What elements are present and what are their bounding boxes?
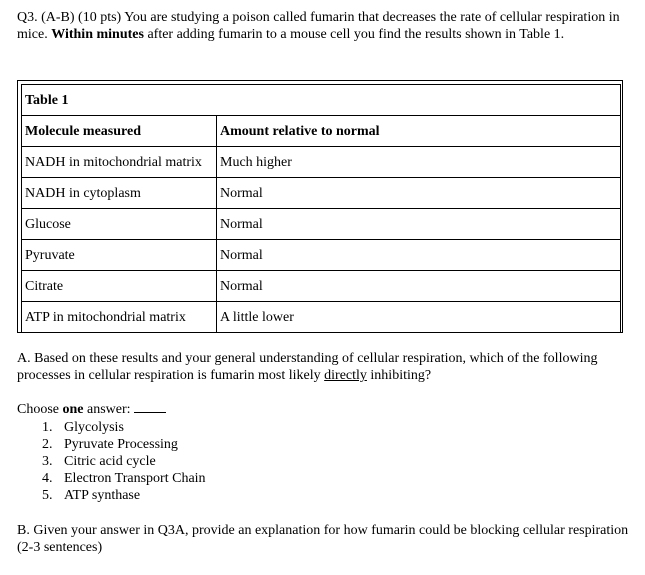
table-header-row: [22, 116, 621, 147]
option-label: ATP synthase: [64, 488, 141, 503]
part-a-question: [17, 350, 637, 384]
table-title: Table 1: [22, 85, 621, 116]
choose-bold: one: [62, 402, 84, 417]
answer-option[interactable]: [42, 419, 206, 436]
choose-prefix: Choose: [17, 402, 63, 417]
answer-option[interactable]: [42, 487, 206, 504]
answer-blank[interactable]: [134, 402, 166, 413]
answer-option[interactable]: [42, 436, 206, 453]
amount-cell: Normal: [217, 240, 621, 271]
choose-suffix: answer:: [83, 402, 131, 417]
option-number: 4.: [42, 471, 53, 486]
amount-cell: Normal: [217, 209, 621, 240]
question-suffix: after adding fumarin to a mouse cell you find the results shown in Table 1.: [143, 27, 565, 42]
answer-options: [42, 419, 206, 504]
choose-instruction: [17, 401, 166, 418]
table-title-row: [22, 85, 621, 116]
table-row: [22, 240, 621, 271]
option-label: Pyruvate Processing: [64, 437, 178, 452]
option-number: 1.: [42, 420, 53, 435]
question-emphasis: Within minutes: [51, 27, 144, 42]
table-row: [22, 178, 621, 209]
option-label: Citric acid cycle: [64, 454, 156, 469]
molecule-cell: NADH in cytoplasm: [22, 178, 217, 209]
option-label: Glycolysis: [64, 420, 124, 435]
option-label: Electron Transport Chain: [64, 471, 206, 486]
header-molecule: Molecule measured: [22, 116, 217, 147]
part-a-prefix: A. Based on these results and your general understanding of cellular respiration, which of the following processes in cellular respiration is fumarin most likely: [17, 351, 598, 383]
molecule-cell: Citrate: [22, 271, 217, 302]
molecule-cell: NADH in mitochondrial matrix: [22, 147, 217, 178]
option-number: 5.: [42, 488, 53, 503]
table-row: [22, 271, 621, 302]
table-row: [22, 302, 621, 333]
part-a-suffix: inhibiting?: [366, 368, 432, 383]
molecule-cell: Glucose: [22, 209, 217, 240]
molecule-cell: ATP in mitochondrial matrix: [22, 302, 217, 333]
molecule-cell: Pyruvate: [22, 240, 217, 271]
amount-cell: Normal: [217, 178, 621, 209]
amount-cell: Much higher: [217, 147, 621, 178]
answer-option[interactable]: [42, 453, 206, 470]
question-prefix: Q3. (A-B) (10 pts) You are studying a poison called fumarin that decreases the rate of cellular respiration in mice.: [17, 10, 620, 42]
table-row: [22, 147, 621, 178]
results-table: [21, 84, 621, 333]
option-number: 3.: [42, 454, 53, 469]
header-amount: Amount relative to normal: [217, 116, 621, 147]
part-b-question: B. Given your answer in Q3A, provide an explanation for how fumarin could be blocking cellular respiration (2-3 sentences): [17, 523, 629, 555]
part-a-underlined: directly: [324, 368, 367, 383]
answer-option[interactable]: [42, 470, 206, 487]
table-row: [22, 209, 621, 240]
amount-cell: Normal: [217, 271, 621, 302]
amount-cell: A little lower: [217, 302, 621, 333]
question-intro: [17, 9, 637, 43]
option-number: 2.: [42, 437, 53, 452]
